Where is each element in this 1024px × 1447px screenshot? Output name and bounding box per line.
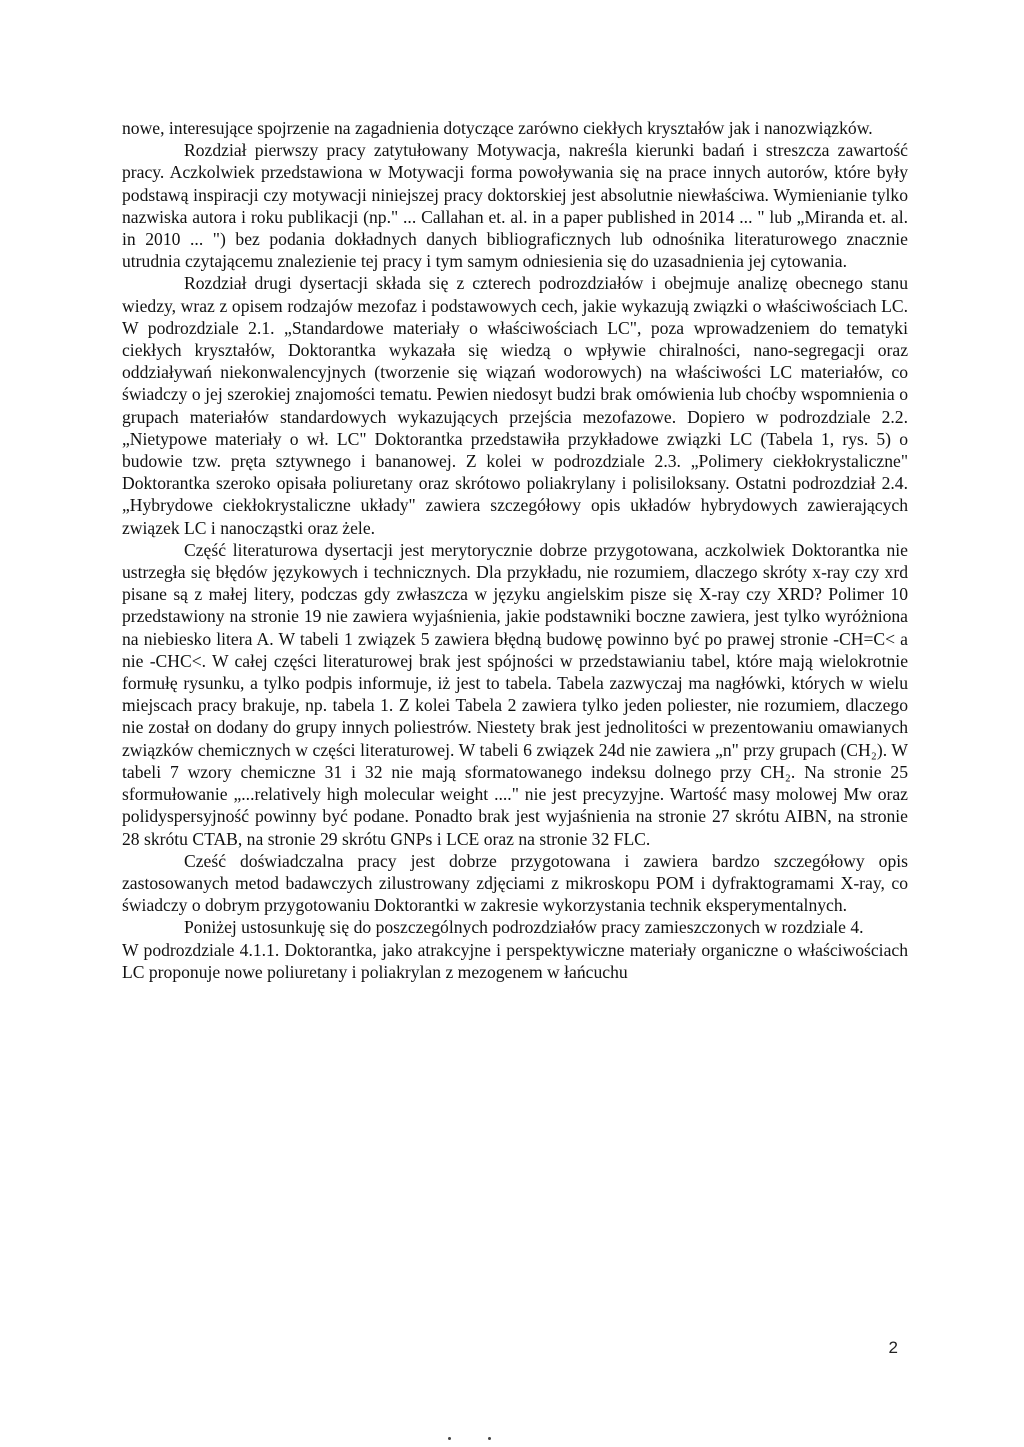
paragraph-subsection-4-1-1: W podrozdziale 4.1.1. Doktorantka, jako atrakcyjne i perspektywiczne materiały organiczne o właściwościach LC proponuje nowe poliuretany i poliakrylan z mezogenem w łańcuchu [122, 939, 908, 982]
paragraph-chapter-one: Rozdział pierwszy pracy zatytułowany Motywacja, nakreśla kierunki badań i streszcza zawartość pracy. Aczkolwiek przedstawiona w Motywacji forma powoływania się na prace innych autorów, które były podstawą inspiracji czy motywacji niniejszej pracy doktorskiej jest absolutnie niewłaściwa. Wymienianie tylko nazwiska autora i roku publikacji (np." ... Callahan et. al. in a paper published in 2014 ... " lub „Miranda et. al. in 2010 ... ") bez podania dokładnych danych bibliograficznych lub odnośnika literaturowego znacznie utrudnia czytającemu znalezienie tej pracy i tym samym odniesienia się do uzasadnienia jej cytowania. [122, 140, 908, 272]
paragraph-intro-continuation: nowe, interesujące spojrzenie na zagadnienia dotyczące zarówno ciekłych kryształów jak i nanozwiązków. [122, 118, 873, 138]
paragraph-literature-review: Część literaturowa dysertacji jest merytorycznie dobrze przygotowana, aczkolwiek Doktorantka nie ustrzegła się błędów językowych i technicznych. Dla przykładu, nie rozumiem, dlaczego skróty x-ray czy xrd pisane są z małej litery, podczas gdy zwłaszcza w języku angielskim pisze się X-ray czy XRD? Polimer 10 przedstawiony na stronie 19 nie zawiera wyjaśnienia, jakie podstawniki boczne zawiera, jest tylko wyróżniona na niebiesko litera A. W tabeli 1 związek 5 zawiera błędną budowę powinno być po prawej stronie -CH=C< a nie -CHC<. W całej części literaturowej brak jest spójności w przedstawianiu tabel, które mają wielokrotnie formułę rysunku, a tylko podpis informuje, iż jest to tabela. Tabela zazwyczaj ma nagłówki, których w wielu miejscach pracy brakuje, np. tabela 1. Z kolei Tabela 2 zawiera tylko jeden poliester, nie rozumiem, dlaczego nie został on dodany do grupy innych poliestrów. Niestety brak jest jednolitości w prezentowaniu omawianych związków chemicznych w części literaturowej. W tabeli 6 związek 24d nie zawiera „n" przy grupach (CH₂). W tabeli 7 wzory chemiczne 31 i 32 nie mają sformatowanego indeksu dolnego przy CH₂. Na stronie 25 sformułowanie „...relatively high molecular weight ...." nie jest precyzyjne. Wartość masy molowej Mw oraz polidyspersyjność powinny być podane. Ponadto brak jest wyjaśnienia na stronie 27 skrótu AIBN, na stronie 28 skrótu CTAB, na stronie 29 skrótu GNPs i LCE oraz na stronie 32 FLC. [122, 539, 908, 849]
scan-speck [488, 1437, 491, 1440]
paragraph-chapter-two: Rozdział drugi dysertacji składa się z czterech podrozdziałów i obejmuje analizę obecnego stanu wiedzy, wraz z opisem rodzajów mezofaz i podstawowych cech, jakie wykazują związki o właściwościach LC. W podrozdziale 2.1. „Standardowe materiały o właściwościach LC", poza wprowadzeniem do tematyki ciekłych kryształów, Doktorantka wykazała się wiedzą o wpływie chiralności, nano-segregacji oraz oddziaływań niekonwalencyjnych (tworzenie się wiązań wodorowych) na właściwości LC materiałów, co świadczy o jej szerokiej znajomości tematu. Pewien niedosyt budzi brak omówienia lub choćby wspomnienia o grupach materiałów standardowych wykazujących przejścia mezofazowe. Dopiero w podrozdziale 2.2. „Nietypowe materiały o wł. LC" Doktorantka przedstawiła przykładowe związki LC (Tabela 1, rys. 5) o budowie tzw. pręta sztywnego i bananowej. Z kolei w podrozdziale 2.3. „Polimery ciekłokrystaliczne" Doktorantka szeroko opisała poliuretany oraz skrótowo poliakrylany i polisiloksany. Ostatni podrozdział 2.4. „Hybrydowe ciekłokrystaliczne układy" zawiera szczegółowy opis układów hybrydowych zawierających związek LC i nanocząstki oraz żele. [122, 273, 908, 538]
page-number: 2 [888, 1338, 898, 1357]
scan-speck [448, 1437, 451, 1440]
paragraph-experimental-part: Cześć doświadczalna pracy jest dobrze przygotowana i zawiera bardzo szczegółowy opis zastosowanych metod badawczych zilustrowany zdjęciami z mikroskopu POM i dyfraktogramami X-ray, co świadczy o dobrym przygotowaniu Doktorantki w zakresie wykorzystania technik eksperymentalnych. [122, 850, 908, 916]
paragraph-subsections-intro: Poniżej ustosunkuję się do poszczególnych podrozdziałów pracy zamieszczonych w rozdziale 4. [184, 917, 864, 938]
document-page [122, 117, 908, 983]
